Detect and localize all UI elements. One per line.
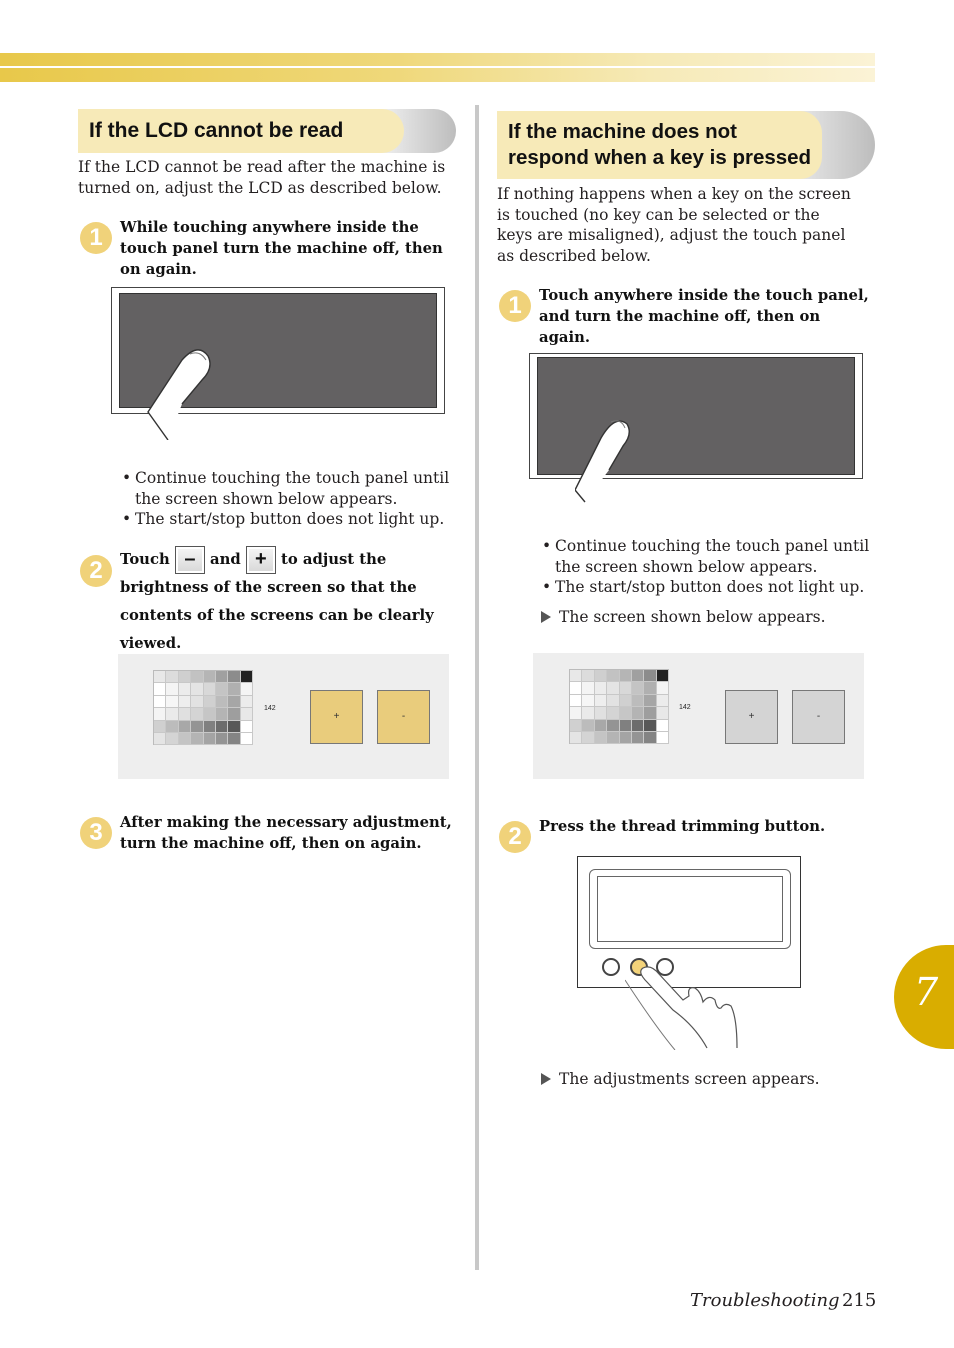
grayscale-swatch: [166, 696, 178, 708]
grayscale-swatch: [241, 683, 253, 695]
grayscale-swatch: [607, 732, 619, 744]
grayscale-swatch: [582, 732, 594, 744]
grayscale-swatch: [216, 721, 228, 733]
grayscale-swatch: [632, 670, 644, 682]
brightness-plus-button[interactable]: +: [725, 690, 778, 744]
grayscale-swatch: [657, 695, 669, 707]
grayscale-swatch: [570, 682, 582, 694]
right-step-2-number: 2: [499, 821, 531, 853]
grayscale-swatch: [179, 708, 191, 720]
grayscale-swatch: [582, 695, 594, 707]
grayscale-swatch: [154, 696, 166, 708]
grayscale-swatch: [154, 733, 166, 745]
grayscale-swatch: [607, 695, 619, 707]
grayscale-swatch: [620, 732, 632, 744]
brightness-minus-button[interactable]: -: [377, 690, 430, 744]
left-step-2-before: Touch: [120, 551, 170, 568]
grayscale-swatch: [657, 732, 669, 744]
left-step-2-after: to adjust the brightness of the screen so that the contents of the screens can be clearly viewed.: [120, 551, 434, 652]
grayscale-swatch: [154, 683, 166, 695]
grayscale-swatch: [632, 720, 644, 732]
grayscale-swatch: [607, 707, 619, 719]
grayscale-swatch: [166, 708, 178, 720]
grayscale-swatch: [595, 682, 607, 694]
grayscale-swatch: [241, 721, 253, 733]
left-step-3-number: 3: [80, 817, 112, 849]
grayscale-swatch: [657, 682, 669, 694]
grayscale-swatch: [657, 707, 669, 719]
grayscale-swatch: [570, 707, 582, 719]
grayscale-swatch: [582, 682, 594, 694]
left-step-2-and: and: [210, 551, 241, 568]
grayscale-swatch: [179, 733, 191, 745]
grayscale-swatch: [191, 708, 203, 720]
grayscale-swatch: [166, 683, 178, 695]
grayscale-swatch: [620, 670, 632, 682]
grayscale-swatch: [644, 707, 656, 719]
finger-pointer-icon: [140, 340, 220, 440]
grayscale-swatch: [657, 670, 669, 682]
grayscale-swatch: [241, 671, 253, 683]
result-arrow-icon: [541, 1073, 551, 1085]
grayscale-swatch: [595, 670, 607, 682]
grayscale-swatch: [166, 721, 178, 733]
grayscale-swatch: [607, 682, 619, 694]
grayscale-swatch: [644, 720, 656, 732]
right-bullet-2: • The start/stop button does not light up.: [540, 577, 875, 598]
plus-key-icon: +: [246, 546, 276, 574]
header-band-top: [0, 53, 875, 66]
right-section-heading: [497, 111, 875, 179]
right-step-1-text: Touch anywhere inside the touch panel, and turn the machine off, then on again.: [539, 287, 869, 346]
right-heading-line-1: If the machine does not: [508, 120, 737, 143]
grayscale-swatch: [204, 708, 216, 720]
brightness-plus-button[interactable]: +: [310, 690, 363, 744]
chapter-number: 7: [914, 970, 939, 1014]
right-bullet-1: • Continue touching the touch panel until the screen shown below appears.: [540, 536, 875, 577]
brightness-minus-button[interactable]: -: [792, 690, 845, 744]
grayscale-swatch: [166, 671, 178, 683]
grayscale-swatch: [204, 733, 216, 745]
grayscale-swatch: [582, 707, 594, 719]
grayscale-swatch: [644, 695, 656, 707]
column-divider: [475, 105, 479, 1270]
grayscale-swatch: [620, 695, 632, 707]
grayscale-swatch: [632, 707, 644, 719]
grayscale-swatch: [644, 732, 656, 744]
grayscale-swatch: [607, 670, 619, 682]
grayscale-swatch: [179, 696, 191, 708]
right-bullet-list: [540, 536, 875, 598]
grayscale-swatch: [204, 683, 216, 695]
grayscale-swatch: [228, 683, 240, 695]
grayscale-swatch: [644, 670, 656, 682]
left-intro: If the LCD cannot be read after the machine is turned on, adjust the LCD as described below.: [78, 158, 446, 197]
grayscale-swatch: [154, 721, 166, 733]
grayscale-swatch: [570, 732, 582, 744]
finger-pointer-icon: [575, 410, 655, 505]
chapter-tab: [894, 945, 954, 1049]
grayscale-swatch: [595, 695, 607, 707]
left-step-1-number: 1: [80, 222, 112, 254]
left-step-3-text: After making the necessary adjustment, turn the machine off, then on again.: [120, 814, 452, 852]
brightness-value: 142: [679, 704, 691, 711]
grayscale-swatch: [204, 721, 216, 733]
grayscale-swatch: [179, 671, 191, 683]
grayscale-swatch: [216, 683, 228, 695]
brightness-panel-right: [533, 653, 864, 779]
grayscale-swatch: [620, 707, 632, 719]
grayscale-swatch: [570, 695, 582, 707]
grayscale-swatch: [191, 671, 203, 683]
grayscale-swatch: [216, 696, 228, 708]
grayscale-swatch: [191, 683, 203, 695]
grayscale-swatch: [607, 720, 619, 732]
grayscale-swatch: [228, 733, 240, 745]
right-step-1-number: 1: [499, 290, 531, 322]
right-step-2-text: Press the thread trimming button.: [539, 818, 826, 835]
grayscale-swatch: [632, 682, 644, 694]
left-step-2-text: [120, 546, 460, 658]
grayscale-swatch: [191, 733, 203, 745]
right-intro: If nothing happens when a key on the screen is touched (no key can be selected or the keys are misaligned), adjust the touch panel as described below.: [497, 185, 851, 265]
grayscale-swatch: [191, 721, 203, 733]
header-band-bottom: [0, 68, 875, 82]
grayscale-swatch: [632, 695, 644, 707]
left-bullet-2: • The start/stop button does not light up.: [120, 509, 460, 530]
grayscale-swatch: [582, 720, 594, 732]
left-bullet-1: • Continue touching the touch panel until the screen shown below appears.: [120, 468, 460, 509]
grayscale-swatch: [241, 733, 253, 745]
grayscale-swatch: [228, 708, 240, 720]
grayscale-swatch: [191, 696, 203, 708]
brightness-panel-left: [118, 654, 449, 779]
grayscale-swatch: [228, 696, 240, 708]
grayscale-swatch: [595, 732, 607, 744]
brightness-value: 142: [264, 705, 276, 712]
left-bullet-list: [120, 468, 460, 530]
grayscale-swatch: [241, 708, 253, 720]
left-step-2-number: 2: [80, 555, 112, 587]
start-stop-button-icon: [602, 958, 620, 976]
grayscale-swatch: [228, 671, 240, 683]
grayscale-swatch: [216, 733, 228, 745]
grayscale-swatch: [228, 721, 240, 733]
right-result-1-text: The screen shown below appears.: [559, 608, 826, 626]
grayscale-swatch: [595, 720, 607, 732]
grayscale-swatch: [620, 720, 632, 732]
grayscale-swatch: [595, 707, 607, 719]
grayscale-swatch: [632, 732, 644, 744]
grayscale-swatch: [179, 683, 191, 695]
grayscale-swatch: [644, 682, 656, 694]
grayscale-swatch: [216, 708, 228, 720]
hand-pressing-icon: [625, 966, 755, 1050]
minus-key-icon: –: [175, 546, 205, 574]
grayscale-swatch: [582, 670, 594, 682]
grayscale-swatch: [570, 670, 582, 682]
grayscale-swatch: [154, 708, 166, 720]
left-heading-text: If the LCD cannot be read: [89, 119, 344, 142]
grayscale-swatch: [620, 682, 632, 694]
result-arrow-icon: [541, 611, 551, 623]
grayscale-swatch: [570, 720, 582, 732]
footer-section-title: Troubleshooting: [690, 1290, 840, 1311]
grayscale-swatch: [179, 721, 191, 733]
right-result-2-text: The adjustments screen appears.: [559, 1070, 820, 1088]
grayscale-swatch: [204, 696, 216, 708]
grayscale-grid: [569, 669, 669, 744]
footer-page-number: 215: [842, 1290, 877, 1311]
grayscale-swatch: [216, 671, 228, 683]
right-result-2: [541, 1069, 871, 1089]
left-section-heading: [78, 109, 456, 153]
grayscale-swatch: [204, 671, 216, 683]
grayscale-grid: [153, 670, 253, 745]
grayscale-swatch: [154, 671, 166, 683]
grayscale-swatch: [241, 696, 253, 708]
right-heading-line-2: respond when a key is pressed: [508, 146, 812, 169]
grayscale-swatch: [657, 720, 669, 732]
right-result-1: [541, 607, 871, 627]
lcd-frame-inner: [597, 876, 783, 942]
right-heading-text: [497, 119, 811, 171]
left-step-1-text: While touching anywhere inside the touch panel turn the machine off, then on again.: [120, 219, 443, 278]
grayscale-swatch: [166, 733, 178, 745]
